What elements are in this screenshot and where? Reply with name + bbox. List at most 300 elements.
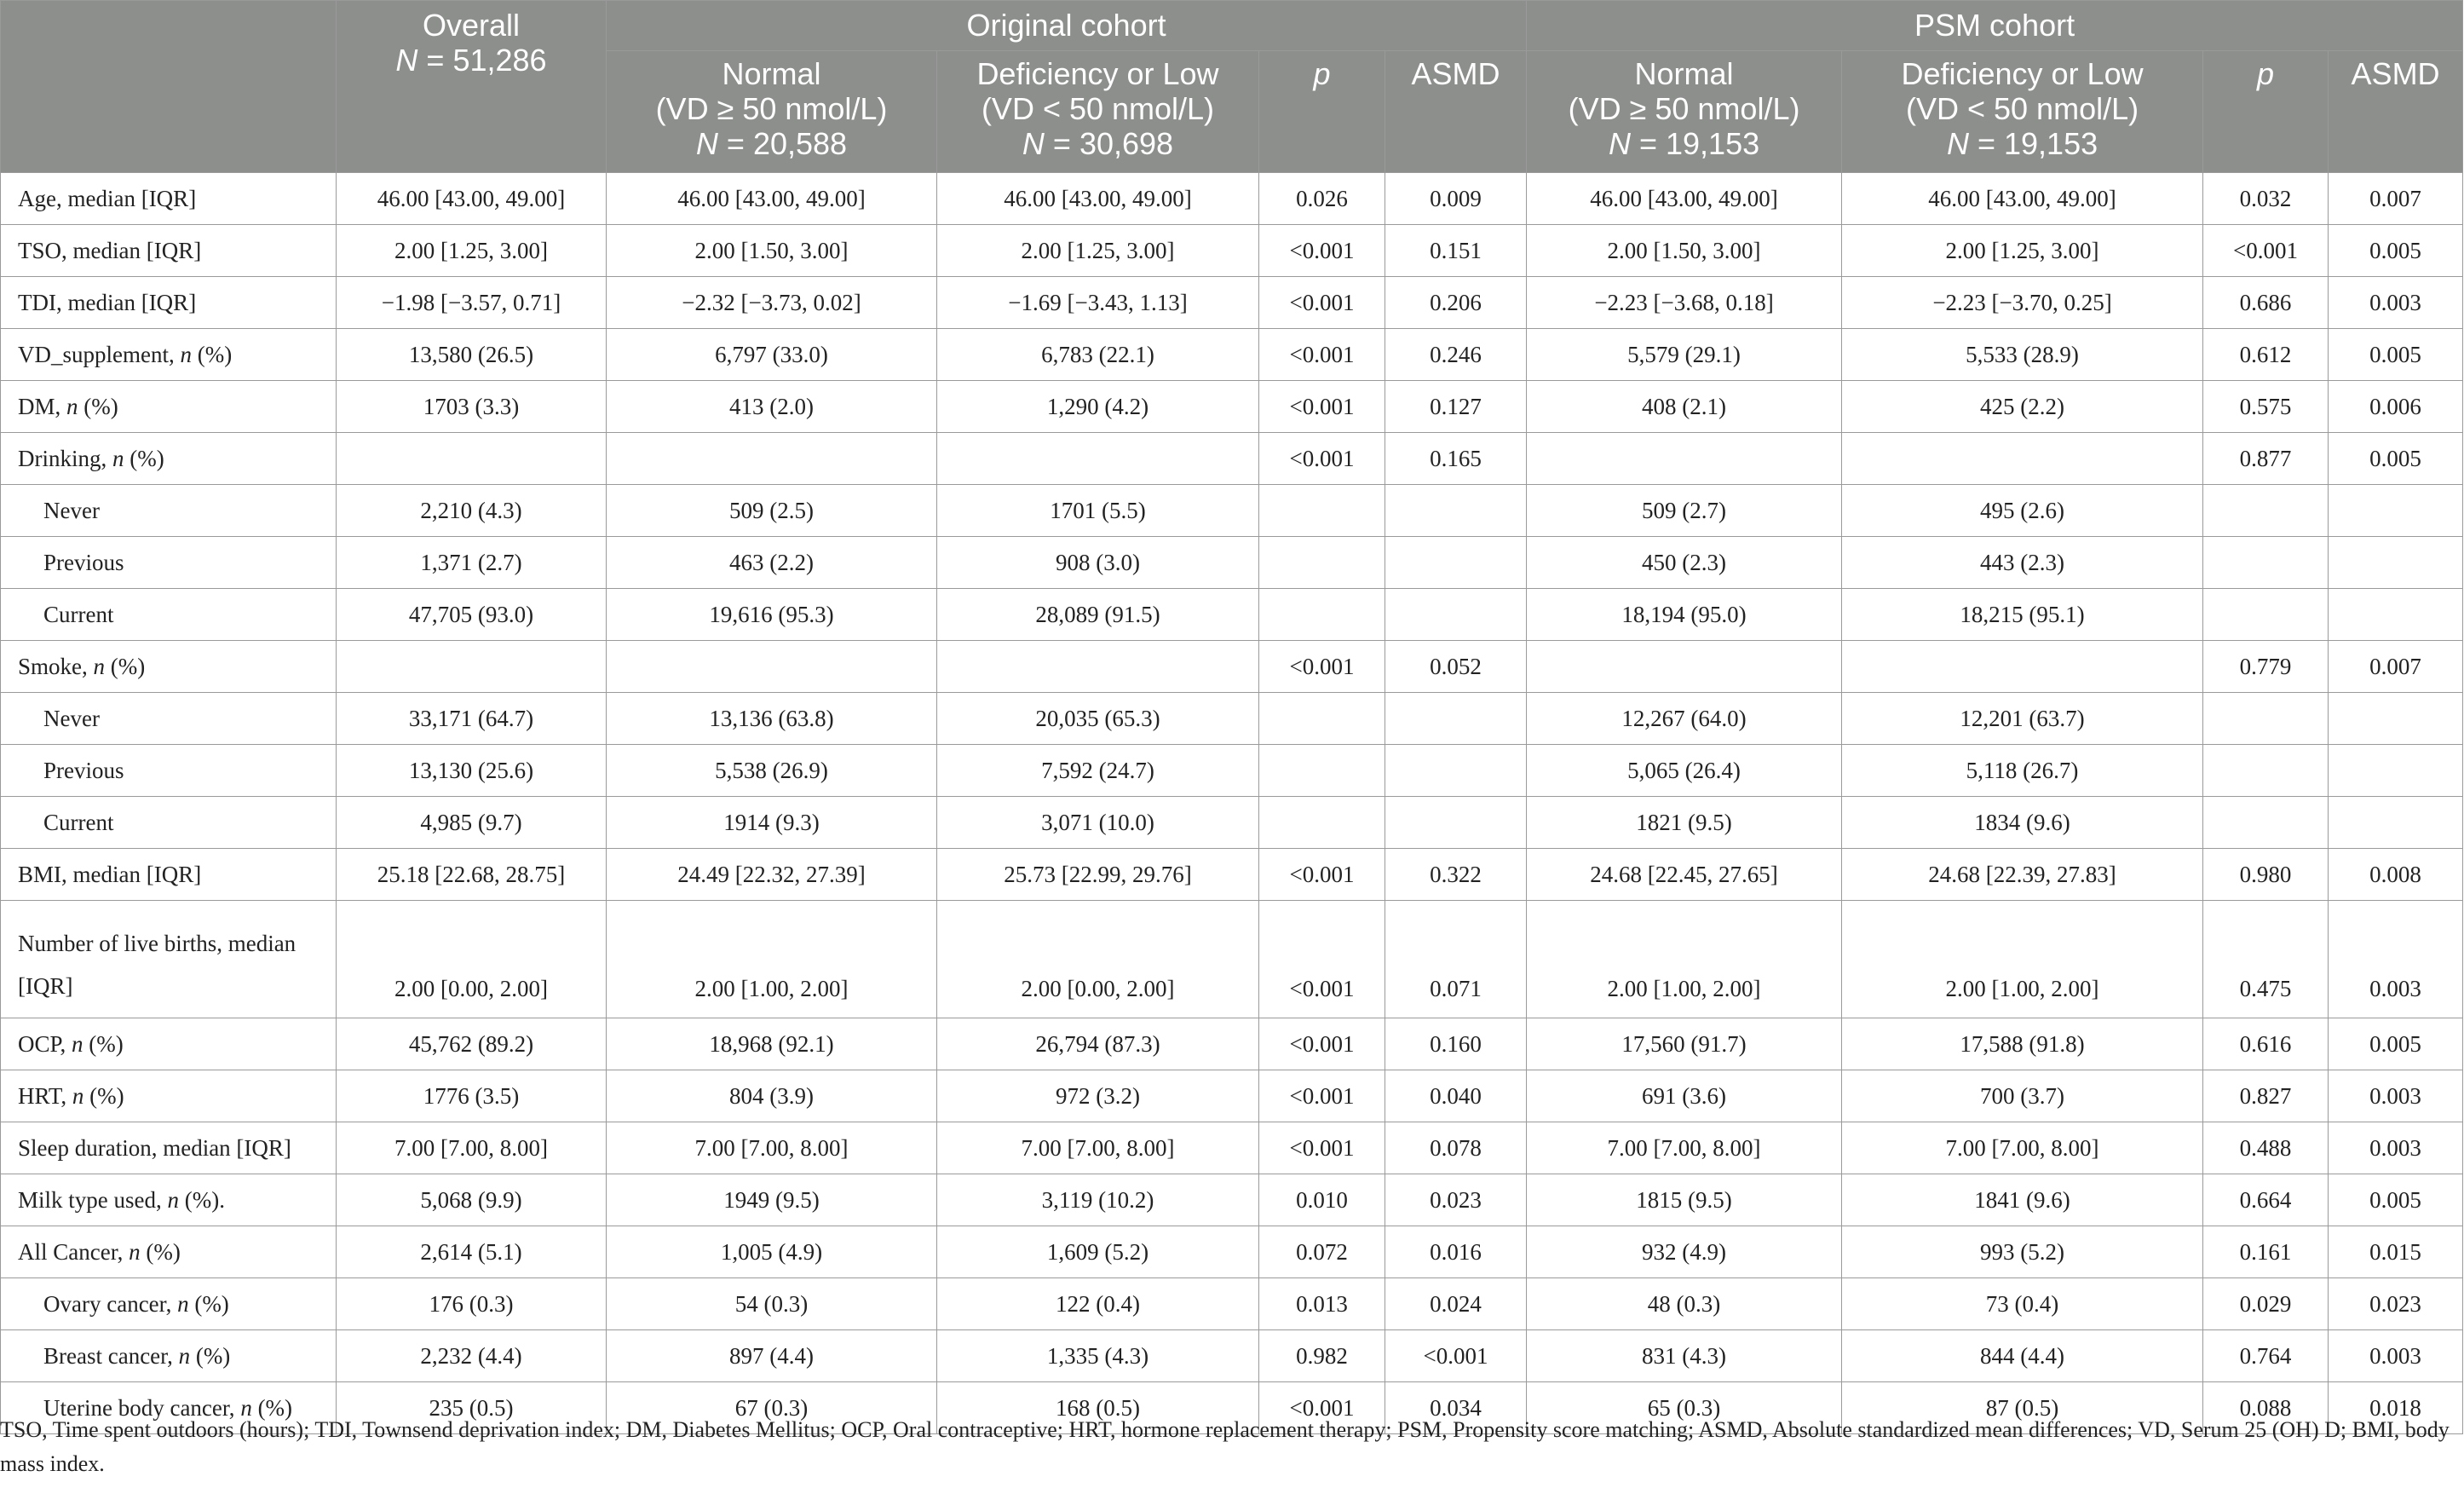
table-cell: −2.32 [−3.73, 0.02] — [607, 277, 937, 329]
table-cell: 2,232 (4.4) — [337, 1330, 607, 1382]
table-cell: 0.006 — [2329, 381, 2463, 433]
table-cell: 46.00 [43.00, 49.00] — [607, 173, 937, 225]
table-row — [1, 901, 2463, 1018]
n-value: = 19,153 — [1630, 126, 1760, 161]
table-cell: 12,201 (63.7) — [1842, 693, 2203, 745]
label-part: Drinking, — [18, 445, 112, 471]
table-cell — [2329, 485, 2463, 537]
table-cell: 0.127 — [1385, 381, 1527, 433]
table-cell: <0.001 — [1259, 433, 1385, 485]
table-cell: 0.160 — [1385, 1018, 1527, 1070]
table-cell: 0.003 — [2329, 277, 2463, 329]
header-blank-cell — [1, 1, 337, 173]
table-cell: 0.161 — [2203, 1226, 2329, 1278]
table-cell: 0.005 — [2329, 225, 2463, 277]
table-cell: 1914 (9.3) — [607, 797, 937, 849]
row-label: Current — [1, 797, 337, 849]
header-original-deficiency — [937, 51, 1259, 173]
table-cell: 908 (3.0) — [937, 537, 1259, 589]
label-part: (%) — [83, 1082, 124, 1109]
table-cell: <0.001 — [1385, 1330, 1527, 1382]
label-part: Smoke, — [18, 653, 94, 679]
table-row — [1, 745, 2463, 797]
row-label — [1, 1330, 337, 1382]
table-cell — [1385, 693, 1527, 745]
label-n-italic: n — [129, 1238, 141, 1265]
n-label: N — [695, 126, 718, 161]
table-cell: 1,371 (2.7) — [337, 537, 607, 589]
table-cell: 1821 (9.5) — [1527, 797, 1842, 849]
label-n-italic: n — [66, 393, 78, 419]
table-cell: 0.010 — [1259, 1174, 1385, 1226]
table-cell: 0.007 — [2329, 173, 2463, 225]
row-label: BMI, median [IQR] — [1, 849, 337, 901]
row-label — [1, 641, 337, 693]
label-n-italic: n — [72, 1030, 83, 1057]
row-label — [1, 381, 337, 433]
label-part: (%). — [179, 1186, 225, 1213]
table-cell: 0.003 — [2329, 1330, 2463, 1382]
row-label — [1, 1174, 337, 1226]
table-cell: 1703 (3.3) — [337, 381, 607, 433]
table-cell: 7.00 [7.00, 8.00] — [1527, 1122, 1842, 1174]
label-n-italic: n — [177, 1290, 189, 1317]
table-cell: 13,136 (63.8) — [607, 693, 937, 745]
table-cell: <0.001 — [1259, 641, 1385, 693]
table-cell: 1,609 (5.2) — [937, 1226, 1259, 1278]
table-cell: 0.005 — [2329, 1174, 2463, 1226]
table-cell: 7.00 [7.00, 8.00] — [607, 1122, 937, 1174]
table-cell: 1949 (9.5) — [607, 1174, 937, 1226]
table-cell: 700 (3.7) — [1842, 1070, 2203, 1122]
header-original-cohort: Original cohort — [607, 1, 1527, 51]
row-label: Number of live births, median [IQR] — [1, 901, 337, 1018]
table-cell: 0.078 — [1385, 1122, 1527, 1174]
table-cell: 1701 (5.5) — [937, 485, 1259, 537]
table-row — [1, 849, 2463, 901]
table-cell: 993 (5.2) — [1842, 1226, 2203, 1278]
table-cell: <0.001 — [2203, 225, 2329, 277]
table-row — [1, 641, 2463, 693]
label-part: (%) — [124, 445, 164, 471]
table-row — [1, 381, 2463, 433]
table-cell: 0.023 — [2329, 1278, 2463, 1330]
table-row — [1, 589, 2463, 641]
table-cell: −2.23 [−3.70, 0.25] — [1842, 277, 2203, 329]
header-line: (VD < 50 nmol/L) — [981, 91, 1215, 126]
table-cell: 0.007 — [2329, 641, 2463, 693]
table-cell: 67 (0.3) — [607, 1382, 937, 1434]
table-cell: 804 (3.9) — [607, 1070, 937, 1122]
header-line: Normal — [722, 56, 821, 91]
table-cell: 65 (0.3) — [1527, 1382, 1842, 1434]
table-cell: 0.008 — [2329, 849, 2463, 901]
table-cell: 1841 (9.6) — [1842, 1174, 2203, 1226]
table-cell: 1815 (9.5) — [1527, 1174, 1842, 1226]
label-part: Milk type used, — [18, 1186, 168, 1213]
table-row — [1, 1122, 2463, 1174]
table-cell: 1,335 (4.3) — [937, 1330, 1259, 1382]
table-cell: 1,290 (4.2) — [937, 381, 1259, 433]
table-cell: 2.00 [1.25, 3.00] — [937, 225, 1259, 277]
header-original-p: p — [1259, 51, 1385, 173]
row-label: Age, median [IQR] — [1, 173, 337, 225]
table-cell — [1259, 485, 1385, 537]
table-cell: 0.827 — [2203, 1070, 2329, 1122]
header-line: (VD < 50 nmol/L) — [1905, 91, 2139, 126]
row-label: TDI, median [IQR] — [1, 277, 337, 329]
table-cell: 2.00 [1.00, 2.00] — [1842, 901, 2203, 1018]
table-cell — [1259, 693, 1385, 745]
table-cell: 2,614 (5.1) — [337, 1226, 607, 1278]
table-cell — [937, 641, 1259, 693]
table-cell: 0.052 — [1385, 641, 1527, 693]
table-cell: <0.001 — [1259, 901, 1385, 1018]
header-n — [942, 126, 1253, 161]
header-line: Normal — [1634, 56, 1734, 91]
header-n — [1847, 126, 2197, 161]
table-cell: 0.151 — [1385, 225, 1527, 277]
table-cell — [2329, 797, 2463, 849]
table-cell: <0.001 — [1259, 1018, 1385, 1070]
row-label: Never — [1, 693, 337, 745]
table-cell: 7.00 [7.00, 8.00] — [337, 1122, 607, 1174]
table-cell: <0.001 — [1259, 1382, 1385, 1434]
table-cell — [1385, 797, 1527, 849]
table-cell: 509 (2.5) — [607, 485, 937, 537]
table-cell: <0.001 — [1259, 1122, 1385, 1174]
table-cell: 831 (4.3) — [1527, 1330, 1842, 1382]
table-cell: 408 (2.1) — [1527, 381, 1842, 433]
label-n-italic: n — [240, 1394, 252, 1421]
table-cell: 691 (3.6) — [1527, 1070, 1842, 1122]
table-cell: <0.001 — [1259, 277, 1385, 329]
table-cell: 24.49 [22.32, 27.39] — [607, 849, 937, 901]
table-cell: 425 (2.2) — [1842, 381, 2203, 433]
table-cell: 0.003 — [2329, 901, 2463, 1018]
table-cell: 122 (0.4) — [937, 1278, 1259, 1330]
table-cell: 26,794 (87.3) — [937, 1018, 1259, 1070]
header-psm-cohort: PSM cohort — [1527, 1, 2463, 51]
table-cell — [2329, 537, 2463, 589]
header-overall — [337, 1, 607, 173]
table-cell: 176 (0.3) — [337, 1278, 607, 1330]
label-part: (%) — [190, 1342, 231, 1369]
label-n-italic: n — [72, 1082, 84, 1109]
table-cell: 1834 (9.6) — [1842, 797, 2203, 849]
table-cell: 46.00 [43.00, 49.00] — [1842, 173, 2203, 225]
table-cell: 2.00 [0.00, 2.00] — [337, 901, 607, 1018]
table-cell: 45,762 (89.2) — [337, 1018, 607, 1070]
table-row — [1, 693, 2463, 745]
label-n-italic: n — [178, 1342, 191, 1369]
table-row — [1, 329, 2463, 381]
table-cell: 4,985 (9.7) — [337, 797, 607, 849]
table-cell — [1527, 641, 1842, 693]
header-psm-p: p — [2203, 51, 2329, 173]
row-label — [1, 1070, 337, 1122]
table-cell: 0.016 — [1385, 1226, 1527, 1278]
table-row — [1, 1070, 2463, 1122]
table-cell: <0.001 — [1259, 849, 1385, 901]
table-cell — [937, 433, 1259, 485]
table-cell: 3,071 (10.0) — [937, 797, 1259, 849]
table-row — [1, 1174, 2463, 1226]
table-cell: 443 (2.3) — [1842, 537, 2203, 589]
table-cell: 0.071 — [1385, 901, 1527, 1018]
label-n-italic: n — [180, 341, 192, 367]
table-row — [1, 537, 2463, 589]
table-cell: 932 (4.9) — [1527, 1226, 1842, 1278]
table-cell — [337, 641, 607, 693]
row-label: Previous — [1, 537, 337, 589]
n-value: = 30,698 — [1044, 126, 1174, 161]
table-cell: 0.005 — [2329, 1018, 2463, 1070]
n-label: N — [395, 43, 418, 78]
table-cell: 0.206 — [1385, 277, 1527, 329]
table-cell: 25.18 [22.68, 28.75] — [337, 849, 607, 901]
table-cell: 0.475 — [2203, 901, 2329, 1018]
table-cell: 0.029 — [2203, 1278, 2329, 1330]
table-cell: 495 (2.6) — [1842, 485, 2203, 537]
table-cell: <0.001 — [1259, 381, 1385, 433]
table-cell — [2203, 693, 2329, 745]
row-label: Never — [1, 485, 337, 537]
table-cell: 0.322 — [1385, 849, 1527, 901]
row-label — [1, 1278, 337, 1330]
table-cell: 73 (0.4) — [1842, 1278, 2203, 1330]
table-row — [1, 277, 2463, 329]
table-cell: 20,035 (65.3) — [937, 693, 1259, 745]
table-cell: 0.764 — [2203, 1330, 2329, 1382]
table-cell: 19,616 (95.3) — [607, 589, 937, 641]
table-cell: 5,538 (26.9) — [607, 745, 937, 797]
table-cell: 0.015 — [2329, 1226, 2463, 1278]
row-label: Previous — [1, 745, 337, 797]
header-n — [612, 126, 931, 161]
table-cell: 0.664 — [2203, 1174, 2329, 1226]
table-cell: 87 (0.5) — [1842, 1382, 2203, 1434]
table-cell: 5,533 (28.9) — [1842, 329, 2203, 381]
table-cell: 0.072 — [1259, 1226, 1385, 1278]
label-part: (%) — [251, 1394, 293, 1421]
table-cell — [1259, 537, 1385, 589]
table-cell: 7.00 [7.00, 8.00] — [937, 1122, 1259, 1174]
label-part: (%) — [140, 1238, 181, 1265]
table-cell: 2.00 [1.25, 3.00] — [337, 225, 607, 277]
table-cell: 18,194 (95.0) — [1527, 589, 1842, 641]
table-cell: 450 (2.3) — [1527, 537, 1842, 589]
table-cell: 0.023 — [1385, 1174, 1527, 1226]
table-cell: 0.088 — [2203, 1382, 2329, 1434]
label-part: (%) — [78, 393, 118, 419]
table-cell — [1259, 745, 1385, 797]
header-psm-deficiency — [1842, 51, 2203, 173]
table-cell: 235 (0.5) — [337, 1382, 607, 1434]
table-cell: <0.001 — [1259, 225, 1385, 277]
row-label — [1, 1226, 337, 1278]
table-cell: 0.980 — [2203, 849, 2329, 901]
table-footnote: TSO, Time spent outdoors (hours); TDI, Townsend deprivation index; DM, Diabetes Mellitus; OCP, Oral contraceptive; HRT, hormone replacement therapy; PSM, Propensity score matching; ASMD, Absolute standardized mean differences; VD, Serum 25 (OH) D; BMI, body mass index. — [0, 1417, 2450, 1476]
n-value: = 20,588 — [717, 126, 848, 161]
table-cell: 12,267 (64.0) — [1527, 693, 1842, 745]
table-cell: 509 (2.7) — [1527, 485, 1842, 537]
table-cell: 972 (3.2) — [937, 1070, 1259, 1122]
table-cell: 0.013 — [1259, 1278, 1385, 1330]
table-cell: 47,705 (93.0) — [337, 589, 607, 641]
label-n-italic: n — [112, 445, 124, 471]
table-cell — [607, 433, 937, 485]
label-part: DM, — [18, 393, 67, 419]
table-cell: 0.032 — [2203, 173, 2329, 225]
n-label: N — [1946, 126, 1969, 161]
label-part: (%) — [188, 1290, 229, 1317]
table-cell — [2329, 589, 2463, 641]
table-cell: 1,005 (4.9) — [607, 1226, 937, 1278]
table-cell — [1259, 589, 1385, 641]
table-cell: 2.00 [1.00, 2.00] — [607, 901, 937, 1018]
header-line: (VD ≥ 50 nmol/L) — [655, 91, 888, 126]
table-cell — [1259, 797, 1385, 849]
n-value: = 51,286 — [417, 43, 547, 78]
table-cell — [1842, 641, 2203, 693]
table-cell: 13,130 (25.6) — [337, 745, 607, 797]
table-cell: 0.616 — [2203, 1018, 2329, 1070]
header-original-asmd: ASMD — [1385, 51, 1527, 173]
table-cell: 25.73 [22.99, 29.76] — [937, 849, 1259, 901]
label-part: Uterine body cancer, — [43, 1394, 241, 1421]
label-part: (%) — [191, 341, 233, 367]
row-label — [1, 433, 337, 485]
table-cell: 0.003 — [2329, 1122, 2463, 1174]
table-cell: 24.68 [22.39, 27.83] — [1842, 849, 2203, 901]
table-cell: 17,588 (91.8) — [1842, 1018, 2203, 1070]
table-cell: 0.003 — [2329, 1070, 2463, 1122]
header-line: Deficiency or Low — [976, 56, 1219, 91]
table-cell: 5,118 (26.7) — [1842, 745, 2203, 797]
table-header — [1, 1, 2463, 173]
table-cell: 2.00 [1.25, 3.00] — [1842, 225, 2203, 277]
table-row — [1, 1226, 2463, 1278]
table-cell: 0.018 — [2329, 1382, 2463, 1434]
table-cell — [607, 641, 937, 693]
table-row — [1, 1330, 2463, 1382]
table-cell: 2.00 [1.50, 3.00] — [1527, 225, 1842, 277]
table-row — [1, 173, 2463, 225]
table-cell — [2329, 745, 2463, 797]
table-cell: 54 (0.3) — [607, 1278, 937, 1330]
table-cell: 897 (4.4) — [607, 1330, 937, 1382]
label-part: Ovary cancer, — [43, 1290, 178, 1317]
table-cell: 24.68 [22.45, 27.65] — [1527, 849, 1842, 901]
table-cell: 0.165 — [1385, 433, 1527, 485]
table-cell — [1385, 485, 1527, 537]
table-cell — [1842, 433, 2203, 485]
table-cell: 0.040 — [1385, 1070, 1527, 1122]
table-cell: 5,579 (29.1) — [1527, 329, 1842, 381]
table-cell: 7.00 [7.00, 8.00] — [1842, 1122, 2203, 1174]
table-cell: 0.026 — [1259, 173, 1385, 225]
table-cell: −1.69 [−3.43, 1.13] — [937, 277, 1259, 329]
header-overall-title: Overall — [422, 8, 521, 43]
table-cell: 17,560 (91.7) — [1527, 1018, 1842, 1070]
table-cell: 0.779 — [2203, 641, 2329, 693]
table-cell: 0.877 — [2203, 433, 2329, 485]
table-cell: 844 (4.4) — [1842, 1330, 2203, 1382]
table-cell: 18,215 (95.1) — [1842, 589, 2203, 641]
n-label: N — [1022, 126, 1045, 161]
table-cell — [2203, 589, 2329, 641]
table-body — [1, 173, 2463, 1434]
table-cell: 46.00 [43.00, 49.00] — [937, 173, 1259, 225]
table-cell: 0.009 — [1385, 173, 1527, 225]
table-cell: 28,089 (91.5) — [937, 589, 1259, 641]
table-cell: 2,210 (4.3) — [337, 485, 607, 537]
table-cell: 48 (0.3) — [1527, 1278, 1842, 1330]
table-cell: 7,592 (24.7) — [937, 745, 1259, 797]
label-part: Breast cancer, — [43, 1342, 179, 1369]
table-cell — [1385, 745, 1527, 797]
table-cell: 2.00 [0.00, 2.00] — [937, 901, 1259, 1018]
table-cell: 0.024 — [1385, 1278, 1527, 1330]
row-label: Sleep duration, median [IQR] — [1, 1122, 337, 1174]
table-cell: 0.488 — [2203, 1122, 2329, 1174]
table-cell: 18,968 (92.1) — [607, 1018, 937, 1070]
label-part: All Cancer, — [18, 1238, 130, 1265]
table-cell — [2203, 485, 2329, 537]
table-row — [1, 433, 2463, 485]
label-part: HRT, — [18, 1082, 72, 1109]
table-row — [1, 1018, 2463, 1070]
table-cell — [2203, 537, 2329, 589]
table-cell — [2203, 797, 2329, 849]
header-psm-asmd: ASMD — [2329, 51, 2463, 173]
table-cell: 46.00 [43.00, 49.00] — [337, 173, 607, 225]
table-row — [1, 485, 2463, 537]
table-cell: 1776 (3.5) — [337, 1070, 607, 1122]
table-cell — [2329, 693, 2463, 745]
table-cell: 0.034 — [1385, 1382, 1527, 1434]
table-cell: 6,783 (22.1) — [937, 329, 1259, 381]
table-cell — [1385, 589, 1527, 641]
n-label: N — [1608, 126, 1631, 161]
table-cell: 463 (2.2) — [607, 537, 937, 589]
header-line: Deficiency or Low — [1901, 56, 2144, 91]
table-cell: 0.982 — [1259, 1330, 1385, 1382]
row-label: Current — [1, 589, 337, 641]
table-cell: 5,068 (9.9) — [337, 1174, 607, 1226]
table-cell — [1385, 537, 1527, 589]
table-cell: 0.686 — [2203, 277, 2329, 329]
header-overall-n — [342, 43, 601, 78]
table-cell: 33,171 (64.7) — [337, 693, 607, 745]
table-cell: −2.23 [−3.68, 0.18] — [1527, 277, 1842, 329]
header-original-normal — [607, 51, 937, 173]
table-cell: 413 (2.0) — [607, 381, 937, 433]
table-row — [1, 1278, 2463, 1330]
n-value: = 19,153 — [1968, 126, 2098, 161]
label-n-italic: n — [167, 1186, 179, 1213]
table-cell: 2.00 [1.00, 2.00] — [1527, 901, 1842, 1018]
table-row — [1, 797, 2463, 849]
table-cell: 168 (0.5) — [937, 1382, 1259, 1434]
row-label — [1, 1018, 337, 1070]
table-cell: 3,119 (10.2) — [937, 1174, 1259, 1226]
table-cell: <0.001 — [1259, 329, 1385, 381]
table-cell: 0.005 — [2329, 329, 2463, 381]
table-cell: −1.98 [−3.57, 0.71] — [337, 277, 607, 329]
table-cell: <0.001 — [1259, 1070, 1385, 1122]
